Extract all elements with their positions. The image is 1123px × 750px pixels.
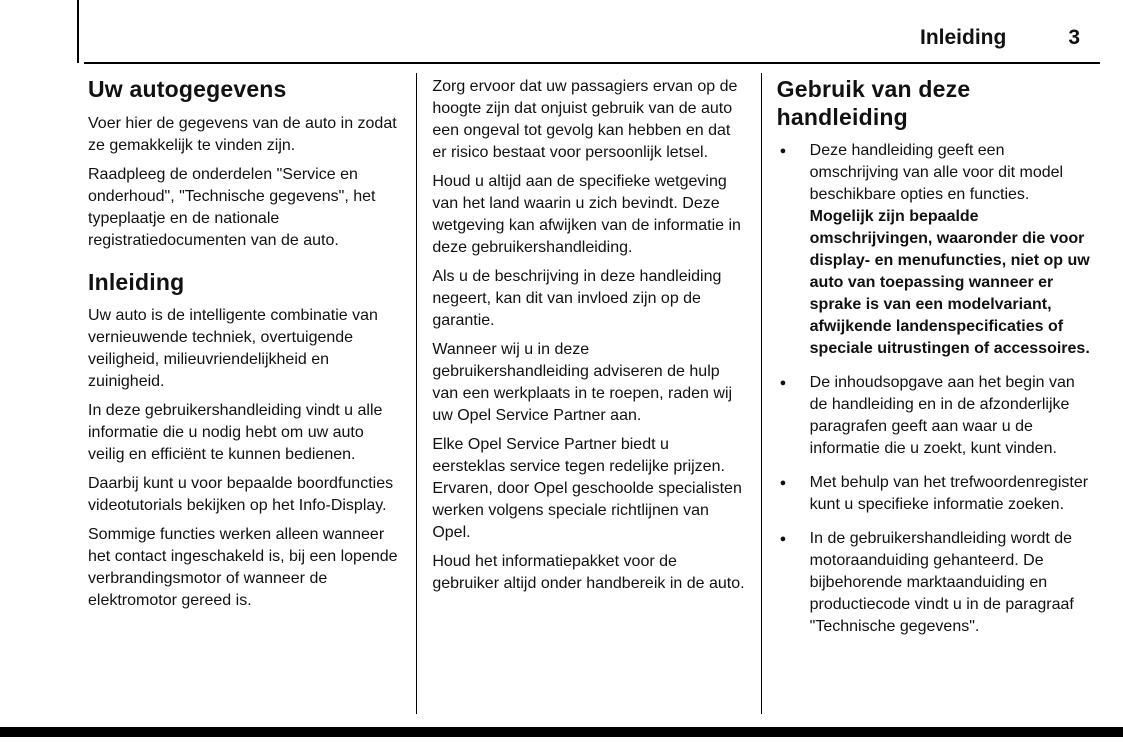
- section-heading-gebruik-handleiding: Gebruik van deze handleiding: [776, 76, 971, 130]
- paragraph: Uw auto is de intelligente combinatie van vernieuwende techniek, overtuigende veiligheid, milieuvriendelijkheid en zuinigheid.: [88, 307, 378, 391]
- section-heading-inleiding: Inleiding: [88, 268, 185, 295]
- column-divider-2: [761, 73, 762, 714]
- header-rule: [84, 62, 1100, 64]
- paragraph: Sommige functies werken alleen wanneer het contact ingeschakeld is, bij een lopende verbrandingsmotor of wanneer de elektromotor gereed is.: [88, 526, 398, 610]
- paragraph: Daarbij kunt u voor bepaalde boordfuncties videotutorials bekijken op het Info-Display.: [88, 475, 394, 515]
- bullet-text: Met behulp van het trefwoordenregister kunt u specifieke informatie zoeken.: [809, 474, 1089, 514]
- paragraph: Wanneer wij u in deze gebruikershandleiding adviseren de hulp van een werkplaats in te roepen, raden wij uw Opel Service Partner aan.: [432, 341, 733, 424]
- content-columns: [88, 76, 1090, 714]
- bullet-text-bold: Mogelijk zijn bepaalde omschrijvingen, waaronder die voor display- en menufuncties, niet op uw auto van toepassing wanneer er sprake is van een modelvariant, afwijkende landenspecificaties of speciale uitrustingen of accessoires.: [809, 208, 1090, 358]
- column-1: [88, 76, 401, 714]
- list-item: [777, 528, 1090, 638]
- paragraph: Als u de beschrijving in deze handleiding negeert, kan dit van invloed zijn op de garantie.: [432, 268, 722, 329]
- bullet-icon: ●: [779, 477, 787, 490]
- page-header: [84, 26, 1100, 50]
- bullet-icon: ●: [779, 377, 787, 390]
- column-3: [777, 76, 1090, 714]
- bullet-icon: ●: [779, 533, 787, 546]
- list-item: [777, 140, 1090, 360]
- column-divider-1: [416, 73, 417, 714]
- column-2: [432, 76, 745, 714]
- paragraph: Voer hier de gegevens van de auto in zodat ze gemakkelijk te vinden zijn.: [88, 114, 397, 154]
- bullet-text: In de gebruikershandleiding wordt de motoraanduiding gehanteerd. De bijbehorende marktaanduiding en productiecode vindt u in de paragraaf "Technische gegevens".: [809, 530, 1074, 636]
- bullet-icon: ●: [779, 145, 787, 158]
- top-left-margin-rule: [77, 0, 79, 63]
- list-item: [777, 472, 1090, 516]
- footer-bar: [0, 727, 1123, 737]
- page-number: 3: [1068, 26, 1080, 49]
- chapter-title: Inleiding: [919, 26, 1007, 49]
- bullet-text: Deze handleiding geeft een omschrijving van alle voor dit model beschikbare opties en functies.: [809, 142, 1064, 204]
- paragraph: Elke Opel Service Partner biedt u eersteklas service tegen redelijke prijzen. Ervaren, door Opel geschoolde specialisten werken volgens speciale richtlijnen van Opel.: [432, 436, 742, 541]
- list-item: [777, 372, 1090, 460]
- bullet-list: [777, 140, 1090, 638]
- paragraph: Houd u altijd aan de specifieke wetgeving van het land waarin u zich bevindt. Deze wetgeving kan afwijken van de informatie in deze gebruikershandleiding.: [432, 173, 741, 256]
- paragraph: Raadpleeg de onderdelen "Service en onderhoud", "Technische gegevens", het typeplaatje en de nationale registratiedocumenten van de auto.: [88, 165, 376, 249]
- paragraph: Houd het informatiepakket voor de gebruiker altijd onder handbereik in de auto.: [432, 553, 745, 592]
- section-heading-uw-autogegevens: Uw autogegevens: [88, 76, 287, 102]
- paragraph: In deze gebruikershandleiding vindt u alle informatie die u nodig hebt om uw auto veilig en efficiënt te kunnen bedienen.: [88, 402, 383, 464]
- bullet-text: De inhoudsopgave aan het begin van de handleiding en in de afzonderlijke paragrafen geeft aan waar u de informatie die u zoekt, kunt vinden.: [809, 374, 1075, 458]
- paragraph: Zorg ervoor dat uw passagiers ervan op de hoogte zijn dat onjuist gebruik van de auto een ongeval tot gevolg kan hebben en dat er risico bestaat voor persoonlijk letsel.: [432, 78, 738, 161]
